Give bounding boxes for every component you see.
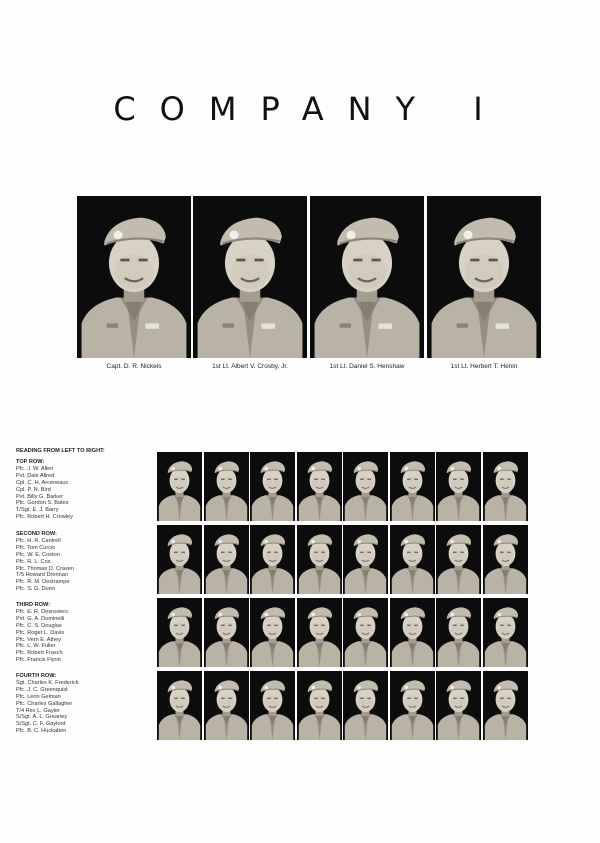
roster-name: Pfc. Gordon S. Bates: [16, 500, 69, 507]
soldier-portrait: [427, 196, 541, 358]
enlisted-photo: [436, 598, 481, 667]
enlisted-photo: [297, 452, 342, 521]
soldier-portrait: [483, 671, 528, 740]
soldier-portrait: [310, 196, 424, 358]
enlisted-photo-grid: [157, 452, 528, 740]
roster-name: Pfc. Robert Frasch: [16, 650, 63, 657]
soldier-portrait: [390, 598, 435, 667]
soldier-portrait: [436, 598, 481, 667]
roster-name: Pfc. R. M. Destrampe: [16, 579, 70, 586]
roster-name: Cpl. P. N. Bird: [16, 486, 51, 493]
soldier-portrait: [204, 452, 249, 521]
soldier-portrait: [157, 452, 202, 521]
officer-caption: 1st Lt. Albert V. Crosby, Jr.: [212, 363, 288, 370]
roster-name: Pfc. R. L. Cox: [16, 558, 51, 565]
roster-name: Pfc. H. R. Cantrell: [16, 537, 61, 544]
soldier-portrait: [250, 525, 295, 594]
row-heading: SECOND ROW:: [16, 531, 57, 537]
soldier-portrait: [436, 452, 481, 521]
soldier-portrait: [343, 452, 388, 521]
soldier-portrait: [193, 196, 307, 358]
roster-intro-text: READING FROM LEFT TO RIGHT:: [16, 448, 105, 454]
enlisted-photo: [390, 671, 435, 740]
roster-name: Pfc. W. E. Coston: [16, 551, 60, 558]
roster-name: Sgt. Charles K. Frederick: [16, 679, 79, 686]
enlisted-photo: [390, 525, 435, 594]
enlisted-photo: [343, 525, 388, 594]
enlisted-photo: [204, 525, 249, 594]
soldier-portrait: [77, 196, 191, 358]
officer-photos: [77, 196, 541, 358]
officer-photo: [77, 196, 191, 358]
soldier-portrait: [343, 525, 388, 594]
soldier-portrait: [436, 525, 481, 594]
enlisted-photo: [390, 598, 435, 667]
roster-name: Pfc. J. W. Allen: [16, 465, 54, 472]
roster-name: T/Sgt. E. J. Barry: [16, 507, 59, 514]
roster-intro: [16, 448, 105, 455]
enlisted-photo: [250, 452, 295, 521]
enlisted-photo: [204, 598, 249, 667]
enlisted-photo: [483, 598, 528, 667]
officer-caption: Capt. D. R. Nickels: [106, 363, 162, 370]
enlisted-photo: [436, 671, 481, 740]
enlisted-photo: [483, 452, 528, 521]
roster-name: Pfc. C. S. Douglas: [16, 622, 62, 629]
soldier-portrait: [436, 671, 481, 740]
roster-name: Pfc. J. C. Greenquist: [16, 686, 68, 693]
roster-name: Pfc. Roger L. Davis: [16, 629, 65, 636]
enlisted-photo: [483, 671, 528, 740]
roster-block-second: [16, 531, 74, 593]
enlisted-photo: [343, 598, 388, 667]
enlisted-photo: [297, 671, 342, 740]
soldier-portrait: [343, 598, 388, 667]
enlisted-photo: [483, 525, 528, 594]
enlisted-photo: [250, 671, 295, 740]
roster-name: Pfc. Tom Curcio: [16, 544, 56, 551]
enlisted-photo: [436, 525, 481, 594]
roster-name: Pfc. Charles Gallagher: [16, 700, 73, 707]
soldier-portrait: [157, 671, 202, 740]
officer-photo: [427, 196, 541, 358]
soldier-portrait: [297, 671, 342, 740]
roster-name: Pfc. B. C. Huckaben: [16, 728, 67, 735]
enlisted-photo: [204, 452, 249, 521]
soldier-portrait: [483, 525, 528, 594]
roster-name: Pfc. E. R. Desrosiers: [16, 608, 68, 615]
soldier-portrait: [390, 525, 435, 594]
enlisted-photo: [297, 598, 342, 667]
row-heading: FOURTH ROW:: [16, 673, 57, 679]
row-heading: THIRD ROW:: [16, 602, 51, 608]
roster-block-top: [16, 459, 73, 521]
enlisted-photo: [250, 598, 295, 667]
roster-name: S/Sgt. C. F. Gaylord: [16, 721, 66, 728]
officer-photo: [193, 196, 307, 358]
enlisted-photo: [250, 525, 295, 594]
soldier-portrait: [204, 598, 249, 667]
enlisted-photo: [204, 671, 249, 740]
soldier-portrait: [390, 452, 435, 521]
roster-name: Pfc. Robert H. Crowley: [16, 514, 73, 521]
officer-caption: 1st Lt. Herbert T. Henin: [450, 363, 518, 370]
soldier-portrait: [297, 525, 342, 594]
roster-name: Pfc. Vern E. Athey: [16, 636, 62, 643]
officer-caption: 1st Lt. Daniel S. Henshaw: [329, 363, 405, 370]
roster-name: T/5 Howard Drennan: [16, 572, 68, 579]
soldier-portrait: [297, 598, 342, 667]
soldier-portrait: [204, 671, 249, 740]
roster-name: S/Sgt. A. L. Greaney: [16, 714, 67, 721]
soldier-portrait: [483, 598, 528, 667]
roster-name: T/4 Rex L. Gayler: [16, 707, 60, 714]
officer-photo: [310, 196, 424, 358]
roster-name: Pfc. Leon Gelman: [16, 693, 61, 700]
roster-name: Pfc. Francis Flynn: [16, 657, 61, 664]
soldier-portrait: [390, 671, 435, 740]
enlisted-photo: [390, 452, 435, 521]
page-title: COMPANY I: [113, 90, 507, 128]
soldier-portrait: [204, 525, 249, 594]
roster-name: Pvt. Dale Allred: [16, 472, 55, 479]
soldier-portrait: [343, 671, 388, 740]
enlisted-photo: [157, 671, 202, 740]
soldier-portrait: [297, 452, 342, 521]
enlisted-photo: [343, 671, 388, 740]
roster-name: Pfc. Thomas D. Craven: [16, 565, 75, 572]
enlisted-photo: [157, 598, 202, 667]
enlisted-photo: [297, 525, 342, 594]
row-heading: TOP ROW:: [16, 459, 45, 465]
roster-name: Pfc. S. G. Dunn: [16, 586, 55, 593]
soldier-portrait: [250, 452, 295, 521]
enlisted-photo: [157, 452, 202, 521]
roster-name: Pvt. Billy G. Barker: [16, 493, 63, 500]
roster-name: Cpl. C. H. Arceneaux: [16, 479, 69, 486]
roster-name: Pfc. L. W. Fuller: [16, 643, 56, 650]
enlisted-photo: [343, 452, 388, 521]
soldier-portrait: [483, 452, 528, 521]
roster-block-fourth: [16, 673, 79, 735]
soldier-portrait: [157, 598, 202, 667]
roster-block-third: [16, 602, 68, 664]
enlisted-photo: [436, 452, 481, 521]
enlisted-photo: [157, 525, 202, 594]
soldier-portrait: [250, 598, 295, 667]
soldier-portrait: [250, 671, 295, 740]
soldier-portrait: [157, 525, 202, 594]
roster-name: Pvt. G. A. Dominelli: [16, 615, 65, 622]
